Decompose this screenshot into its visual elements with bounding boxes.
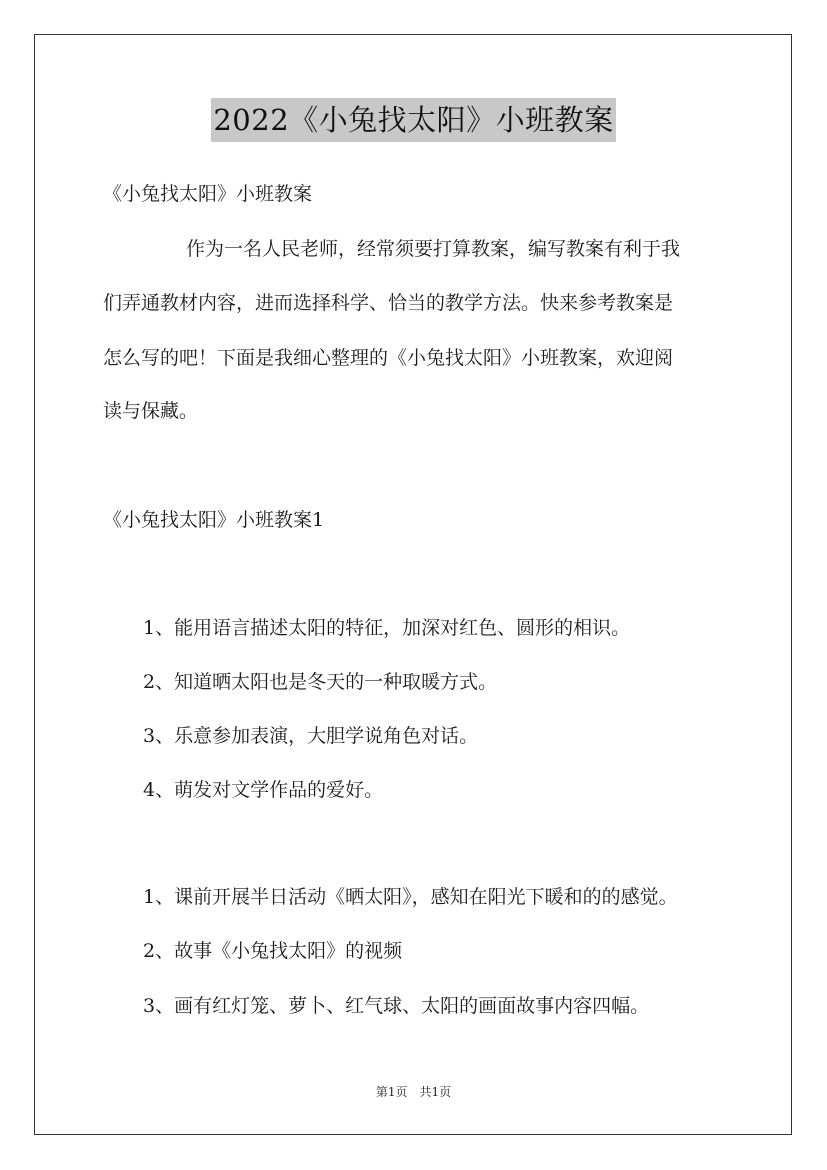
goal-item-3: 3、乐意参加表演，大胆学说角色对话。 — [143, 725, 479, 747]
intro-paragraph-line-1: 作为一名人民老师，经常须要打算教案，编写教案有利于我 — [186, 238, 681, 260]
goal-item-2: 2、知道晒太阳也是冬天的一种取暖方式。 — [143, 671, 498, 693]
intro-paragraph-line-3: 怎么写的吧！下面是我细心整理的《小兔找太阳》小班教案，欢迎阅 — [103, 347, 674, 369]
page-footer — [0, 1083, 827, 1100]
preparation-item-3: 3、画有红灯笼、萝卜、红气球、太阳的画面故事内容四幅。 — [143, 995, 650, 1017]
section-heading: 《小兔找太阳》小班教案1 — [103, 509, 325, 531]
page-number-total: 共1页 — [419, 1085, 452, 1099]
goal-item-4: 4、萌发对文学作品的爱好。 — [143, 779, 384, 801]
document-subtitle: 《小兔找太阳》小班教案 — [103, 183, 313, 205]
preparation-item-2: 2、故事《小兔找太阳》的视频 — [143, 940, 403, 962]
title-container — [0, 98, 827, 142]
page-number-current: 第1页 — [375, 1085, 408, 1099]
document-title: 2022《小兔找太阳》小班教案 — [211, 98, 615, 142]
goal-item-1: 1、能用语言描述太阳的特征，加深对红色、圆形的相识。 — [143, 617, 631, 639]
intro-paragraph-line-4: 读与保藏。 — [103, 400, 199, 422]
preparation-item-1: 1、课前开展半日活动《晒太阳》，感知在阳光下暖和的的感觉。 — [143, 886, 678, 908]
intro-paragraph-line-2: 们弄通教材内容，进而选择科学、恰当的教学方法。快来参考教案是 — [103, 292, 674, 314]
